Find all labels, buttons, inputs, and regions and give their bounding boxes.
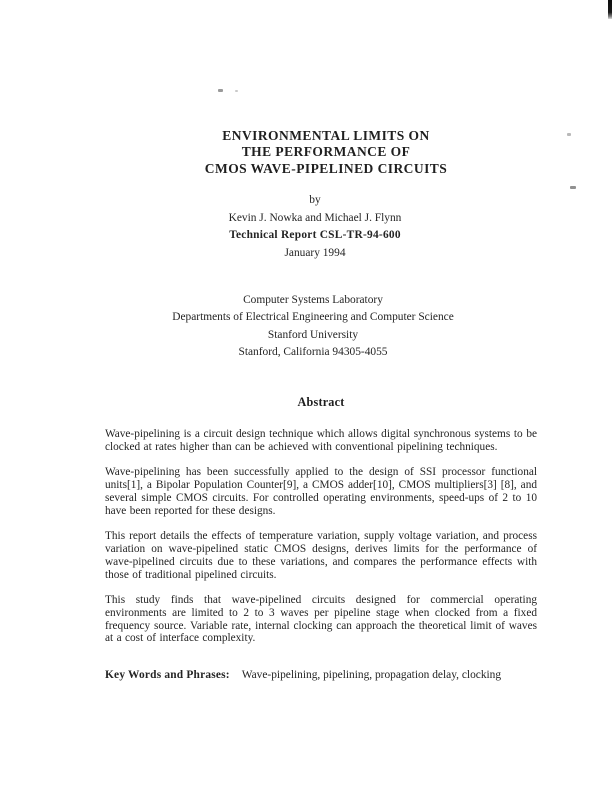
title-line-3: CMOS WAVE-PIPELINED CIRCUITS [204,160,448,176]
scan-artifact-speck [567,133,571,136]
abstract-paragraph-1: Wave-pipelining is a circuit design technique which allows digital synchronous systems to be clocked at rates higher than can be achieved with conventional pipelining techniques. [105,428,537,453]
institution-block [97,292,529,362]
scan-artifact-speck [235,90,238,92]
abstract-heading: Abstract [297,395,345,409]
report-title [110,128,542,177]
keywords-label: Key Words and Phrases: [105,669,230,681]
institution-departments: Departments of Electrical Engineering and Computer Science [172,311,454,324]
institution-lab: Computer Systems Laboratory [243,294,383,306]
byline-block [99,192,531,263]
scan-artifact-speck [570,186,576,189]
byline-authors: Kevin J. Nowka and Michael J. Flynn [228,211,402,224]
title-line-1: ENVIRONMENTAL LIMITS ON [222,128,430,143]
abstract-paragraph-3: This report details the effects of temperature variation, supply voltage variation, and process variation on wave-pipelined static CMOS designs, derives limits for the performance of wave-pipelined circuits due to these variations, and compares the performance effects with those of traditional pipelined circuits. [105,530,537,581]
institution-address: Stanford, California 94305-4055 [238,346,388,359]
abstract-paragraph-2: Wave-pipelining has been successfully applied to the design of SSI processor functional units[1], a Bipolar Population Counter[9], a CMOS adder[10], CMOS multipliers[3] [8], and several simple CMOS circuits. For controlled operating environments, speed-ups of 2 to 10 have been reported for these designs. [105,466,537,517]
scan-artifact-edge-bar [608,0,612,19]
report-date: January 1994 [284,247,346,260]
byline-by: by [309,194,321,206]
scan-artifact-speck [218,89,223,92]
abstract-body [105,428,537,658]
title-line-2: THE PERFORMANCE OF [241,144,411,160]
keywords-value: Wave-pipelining, pipelining, propagation delay, clocking [241,669,502,681]
report-number: Technical Report CSL-TR-94-600 [229,229,401,242]
institution-university: Stanford University [267,328,359,341]
abstract-paragraph-4: This study finds that wave-pipelined circuits designed for commercial operating environments are limited to 2 to 3 waves per pipeline stage when clocked from a fixed frequency source. Variable rate, internal clocking can approach the theoretical limit of waves at a cost of interface complexity. [105,593,537,645]
keywords-line [105,669,575,681]
